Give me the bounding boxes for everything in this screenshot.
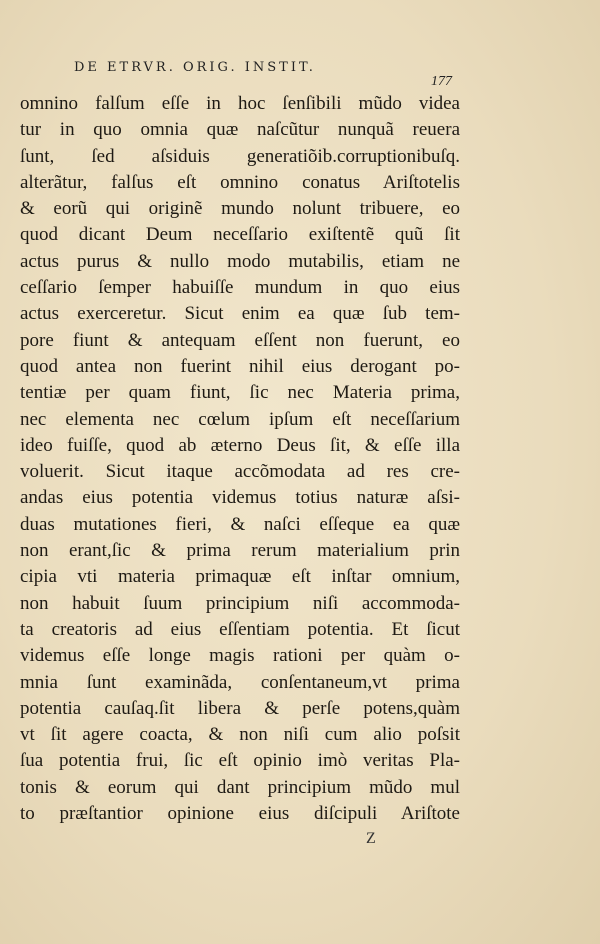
text-line: omnino falſum eſſe in hoc ſenſibili mũdo videa	[20, 93, 460, 114]
text-line: cipia vti materia primaquæ eſt inſtar omnium,	[20, 566, 460, 588]
text-line: andas eius potentia videmus totius naturæ aſsi-	[20, 487, 460, 509]
text-line: ceſſario ſemper habuiſſe mundum in quo eius	[20, 277, 460, 299]
text-line: ta creatoris ad eius eſſentiam potentia. Et ſicut	[20, 618, 460, 640]
text-line: tentiæ per quam fiunt, ſic nec Materia prima,	[20, 382, 460, 404]
body-text	[20, 91, 460, 827]
running-head: DE ETRVR. ORIG. INSTIT.	[74, 60, 316, 75]
signature-mark: Z	[366, 830, 376, 847]
text-line: vt ſit agere coacta, & non niſi cum alio poſsit	[20, 724, 460, 746]
text-line: tur in quo omnia quæ naſcũtur nunquã reuera	[20, 119, 460, 141]
text-line: alterãtur, falſus eſt omnino conatus Ariſtotelis	[20, 171, 460, 193]
text-line: ſunt, ſed aſsiduis generatiõib.corruptionibuſq.	[20, 145, 460, 167]
text-line: pore fiunt & antequam eſſent non fuerunt, eo	[20, 329, 460, 351]
text-line: actus exerceretur. Sicut enim ea quæ ſub tem-	[20, 303, 460, 325]
text-line: duas mutationes fieri, & naſci eſſeque ea quæ	[20, 513, 460, 535]
text-line: quod antea non fuerint nihil eius derogant po-	[20, 355, 460, 377]
text-line: actus purus & nullo modo mutabilis, etiam ne	[20, 250, 460, 272]
text-line: nec elementa nec cœlum ipſum eſt neceſſarium	[20, 408, 460, 430]
text-line: potentia cauſaq.ſit libera & perſe potens,quàm	[20, 697, 460, 719]
text-line: non erant,ſic & prima rerum materialium prin	[20, 540, 460, 562]
text-line: ſua potentia frui, ſic eſt opinio imò veritas Pla-	[20, 750, 460, 772]
text-line: videmus eſſe longe magis rationi per quàm o-	[20, 645, 460, 667]
text-line: to præſtantior opinione eius diſcipuli Ariſtote	[20, 803, 460, 825]
text-line: & eorũ qui originẽ mundo nolunt tribuere, eo	[20, 198, 460, 220]
page-number: 177	[431, 74, 452, 89]
text-line: quod dicant Deum neceſſario exiſtentẽ quũ ſit	[20, 224, 460, 246]
text-line: voluerit. Sicut itaque accõmodata ad res cre-	[20, 461, 460, 483]
text-line: tonis & eorum qui dant principium mũdo mul	[20, 776, 460, 798]
text-line: ideo fuiſſe, quod ab æterno Deus ſit, & eſſe illa	[20, 434, 460, 456]
text-line: mnia ſunt examinãda, conſentaneum,vt prima	[20, 671, 460, 693]
text-line: non habuit ſuum principium niſi accommoda-	[20, 592, 460, 614]
